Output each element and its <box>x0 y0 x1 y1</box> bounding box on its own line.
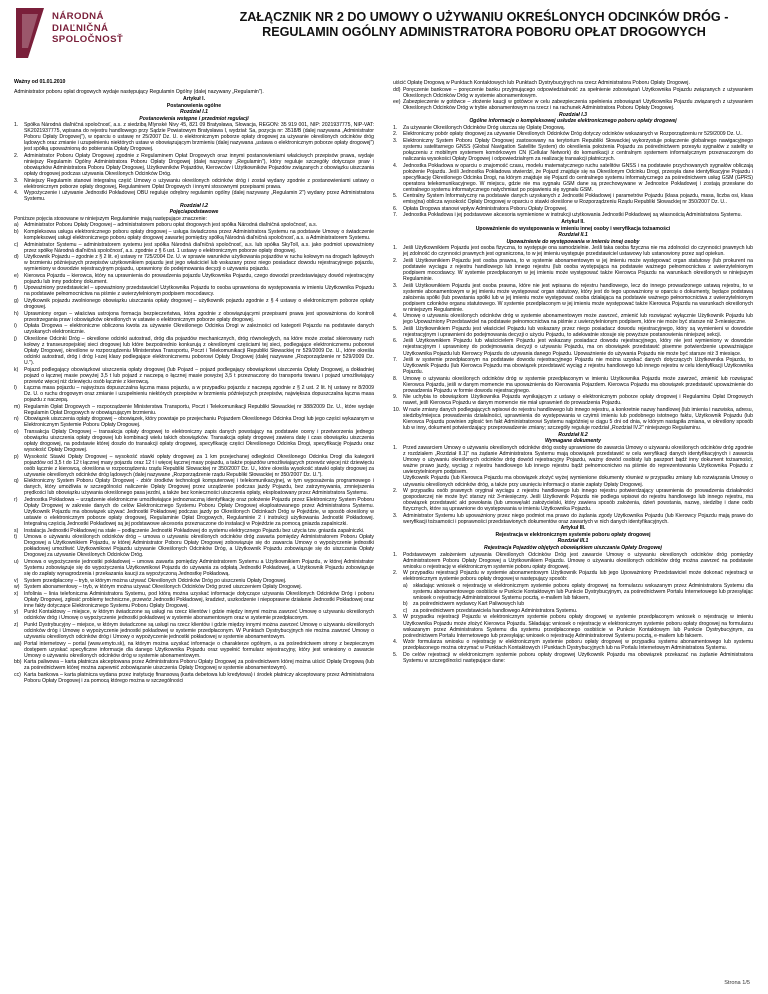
list-item-text: Opłata Drogowa stanowi wpływ Administratora Poboru Opłaty Drogowej. <box>403 205 568 212</box>
list-marker: 7. <box>393 357 398 364</box>
list-marker: d) <box>14 254 19 261</box>
logo-line: DIAĽNIČNÁ <box>52 22 109 34</box>
intro-paragraph: Administrator poboru opłat drogowych wydaje następujący Regulamin Ogólny (dalej nazywany „Regulamin"). <box>14 89 264 95</box>
list-item-text: składając wniosek o rejestrację w elektronicznym systemie poboru opłaty drogowej na formularzu wskazanym przez Administratora Systemu dla systemu abonamentowego osobiście w Punkcie Kontaktowym lub Punkcie Dystrybucyjnym, za pośrednictwem Portalu Internetowego lub przesyłając wniosek o rejestrację Administratorowi Systemu pocztą, e-mailem lub faksem, <box>413 582 753 601</box>
list-marker: 9. <box>393 394 398 401</box>
list-item <box>393 131 753 137</box>
list-marker: 1. <box>393 124 398 131</box>
list-item-text: Zabezpieczenie w gotówce – złożenie kaucji w gotówce w celu zabezpieczenia spełnienia zobowiązań Użytkownika Pojazdu związanych z używaniem Określonych Odcinków Dróg w trybie abonamentowym na rzecz i na rachunek Administratora Poboru Opłaty Drogowej. <box>403 99 753 112</box>
list-marker: c) <box>403 607 408 614</box>
list-item <box>393 445 753 475</box>
list-marker: w) <box>14 584 20 591</box>
validity-date: Ważny od 01.01.2010 <box>14 79 66 85</box>
list-item <box>14 528 374 534</box>
list-item <box>393 394 753 406</box>
list-marker: u) <box>14 558 19 565</box>
list-item-text: Elektroniczny System Poboru Opłaty Drogowej - zbiór środków technologii komputerowej i telekomunikacyjnej, w tym wyposażenia programowego i danych, który umożliwia w szczególności naliczenie Opłaty Drogowej przez urządzenie podczas jazdy Pojazdu, bez zatrzymywania, zmniejszenia prędkości lub obowiązku używania określonego pasa jezdni, a także bez konieczności uiszczenia opłaty, eksploatowany przez Administratora Systemu. <box>24 478 374 497</box>
section-heading: Rejestracja w elektronicznym systemie poboru opłaty drogowej <box>495 531 651 538</box>
list-item-text: Jeśli Użytkownikiem Pojazdu jest osoba prawna, które nie jest wpisana do rejestru handlowego, lecz do innego prowadzonego ustawą rejestru, to w systemie abonamentowym w jej imieniu może występować organ statutowy, który jest do tego upoważniony w oparciu o dokumenty, będące podstawą założenia spółki (lub powstania spółki lub w jej imieniu może występować osoba działająca na podstawie ważnego pełnomocnictwa z uwierzytelnionym podpisem członków organu statutowego. W systemie przedpłaconym w jej imieniu może występować także Kierowca Pojazdu na warunkach określonych w niniejszym Regulaminie. <box>403 282 753 313</box>
list-item-text: Podstawowym założeniem używania Określonych Odcinków Dróg jest zawarcie Umowy o używaniu określonych odcinków dróg pomiędzy Administratorem Poboru Opłaty Drogowej a Użytkownikiem Pojazdu. Umowę o używaniu określonych odcinków dróg można zawrzeć na podstawie wniosku o rejestrację w elektronicznym systemie poboru opłaty drogowej. <box>403 551 753 570</box>
list-item <box>393 376 753 394</box>
list-marker: 1. <box>393 245 398 252</box>
list-marker: 2. <box>393 570 398 577</box>
list-item <box>14 659 374 671</box>
list-item-text: Administrator Poboru Opłaty Drogowej – administratorem poboru opłat drogowych jest spółka Národná diaľničná spoločnosť, a.s. <box>24 222 318 229</box>
list-item <box>14 584 374 590</box>
list-item <box>393 338 753 356</box>
list-item-text: Portal internetowy – portal (www.emyto.sk), na którym można uzyskać informacje o charakterze ogólnym, a za pośrednictwem strony z bezpiecznym dostępem uzyskać specyficzne informacje dla danego Użytkownika Pojazdu oraz wypełnić formularz rejestracyjny, który jest wniesiony o zawarcie Umowy o używaniu określonych odcinków dróg w systemie abonamentowym. <box>24 640 374 659</box>
list-item <box>393 99 753 111</box>
list-marker: a) <box>14 222 19 229</box>
nds-logo-text <box>52 11 164 46</box>
sub-list-item <box>393 601 753 607</box>
list-item <box>393 407 753 431</box>
list-item <box>14 298 374 310</box>
list-item <box>393 245 753 257</box>
list-marker: c) <box>14 241 19 248</box>
list-item-text: Kompleksowa usługa elektronicznego poboru opłaty drogowej – usługa świadczona przez Administratora Systemu na podstawie Umowy o świadczenie kompleksowej usługi elektronicznego poboru opłaty drogowej zawartej pomiędzy spółką Národná diaľničná spoločnosť, a.s. a Administratorem Systemu. <box>24 228 374 242</box>
list-item-text: Jednostka Pokładowa – urządzenie elektroniczne umożliwiające jednoznaczną identyfikację oraz położenie Pojazdu przez Elektroniczny System Poboru Opłaty Drogowej w zakresie danych do celów Elektronicznego Systemu Poboru Opłaty Drogowej eksploatowanego przez Administratora Systemu. Użytkownik Pojazdu ma obowiązek używać Jednostki Pokładowej podczas jazdy po Określonych Odcinkach Dróg w Pojeździe, w sposób określony w ustawie o elektronicznym poborze opłaty drogowej, Regulaminie Opłat Drogowych, Regulaminie 2 i instrukcji użytkowania Jednostki Pokładowej. Integralną częścią Jednostki Pokładowej są jej podstawowe akcesoria przeznaczone do instalacji w Pojeździe za pomocą gniazda zapalniczki. <box>24 497 374 528</box>
list-item <box>14 478 374 496</box>
list-item <box>393 552 753 570</box>
list-marker: 1. <box>393 444 398 451</box>
section-heading: Rozdział I.2 <box>180 202 208 209</box>
list-marker: g) <box>14 298 19 304</box>
list-marker: a) <box>403 582 408 589</box>
list-item-text: Punkt Dystrybucyjny – miejsce, w którym świadczone są usługi na rzecz klientów i gdzie między innymi można zawrzeć Umowę o używaniu określonych odcinków dróg i Umowę o wypożyczenie jednostki pokładowej w systemie przedpłaconym. W Punktach Dystrybucyjnych nie można zawrzeć Umowy o używaniu określonych odcinków dróg i Umowy o wypożyczenie jednostki pokładowej w systemie abonamentowym. <box>24 621 374 641</box>
list-marker: 3. <box>393 614 398 621</box>
list-item-text: Administrator Systemu – administratorem systemu jest spółka Národná diaľničná spoločnosť, a.s. lub spółka SkyToll, a.s. jako podmiot upoważniony przez spółkę Národná diaľničná spoločnosť, a.s. zgodnie z § 6 ust. 1 ustawy o elektronicznym poborze opłaty drogowej. <box>24 241 374 254</box>
list-item <box>393 258 753 282</box>
list-item <box>14 559 374 577</box>
list-marker: e) <box>14 272 19 279</box>
list-item-text: Pojazd podlegający obowiązkowi uiszczenia opłaty drogowej (lub Pojazd – pojazd podlegający obowiązkowi uiszczenia Opłaty Drogowej, a dokładniej pojazd o łącznej masie powyżej 3,5 t lub pojazd z naczepą o łącznej masie powyżej 3,5 t przeznaczony do transportu towaru i pojazd umożliwiający przewóz więcej niż dziewięciu osób łącznie z kierowcą. <box>24 366 374 385</box>
section-heading: Rozdział III.1 <box>557 538 589 545</box>
nds-logo <box>14 4 164 68</box>
list-item-text: System abonamentowy – tryb, w którym można używać Określonych Odcinków Dróg przed uiszczeniem Opłaty Drogowej. <box>24 584 302 591</box>
document-title-line: REGULAMIN OGÓLNY ADMINISTRATORA POBORU OPŁAT DROGOWYCH <box>262 25 706 39</box>
list-item <box>393 614 753 638</box>
list-marker: 1. <box>393 551 398 558</box>
list-item <box>14 153 374 177</box>
list-marker: 5. <box>393 193 398 200</box>
list-marker: bb) <box>14 659 22 666</box>
right-column <box>393 80 753 664</box>
list-marker: 4. <box>14 190 19 197</box>
section-heading: Rozdział II.1 <box>558 232 588 239</box>
list-item <box>14 367 374 385</box>
list-item <box>14 404 374 416</box>
list-marker: 7. <box>393 212 398 219</box>
list-item <box>393 283 753 313</box>
list-item-text: Spółka Národná diaľničná spoločnosť, a.s. z siedzibą Mlynské Nivy 45, 821 09 Bratysława, Słowacja, REGON: 35 919 001, NIP: 2021937775, NIP-VAT: SK2021937775, wpisana do rejestru handlowego przy Sądzie Powiatowym Bratysława I, wydział: Sa, pozycja nr: 3518/B (dalej nazywana „Administrator Poboru Opłaty Drogowej"), w oparciu o ustawę nr 25/2007 Dz. U. o elektronicznym poborze opłaty drogowej za używanie określonych odcinków dróg lądowych oraz zmianie i uzupełnieniu niektórych ustaw w obowiązującym brzmieniu (dalej nazywana „ustawa o elektronicznym poborze opłaty drogowej") jest spółką upoważnioną do pobierania Opłaty Drogowej. <box>24 122 374 153</box>
list-item-text: Regulamin Opłat Drogowych – rozporządzenie Ministerstwa Transportu, Poczt i Telekomunikacji Republiki Słowackiej nr 388/2009 Dz. U., które wydaje Regulamin Opłat Drogowych w obowiązującym brzmieniu. <box>24 403 374 416</box>
list-item-text: Instalacja Jednostki Pokładowej na stałe – podłączenie Jednostki Pokładowej do systemu elektrycznego Pojazdu bez użycia tzw. gniazda zapalniczki. <box>24 527 365 534</box>
list-item <box>393 87 753 99</box>
list-item <box>393 652 753 664</box>
list-item-text: Transakcja Opłaty Drogowej – transakcja opłaty drogowej to elektroniczny zapis danych powstający na podstawie oceny i przetworzenia jednego obowiązku uiszczenia opłaty drogowej lub kombinacji wielu takich obowiązków. Transakcja opłaty drogowej zawiera datę i czas obowiązku uiszczenia opłaty drogowej, na podstawie której doszło do transakcji opłaty drogowej, specyfikację części Określonego Odcinka Drogi, specyfikację Pojazdu oraz wysokość Opłaty Drogowej. <box>24 428 374 454</box>
document-header <box>14 4 754 70</box>
list-item <box>14 311 374 323</box>
section-heading: Rejestracja Pojazdów objętych obowiązkiem uiszczania Opłaty Drogowej <box>484 544 662 551</box>
paragraph: Poniższe pojęcia stosowane w niniejszym Regulaminie mają następujące znaczenie: <box>14 215 207 222</box>
list-item-text: Jeśli Użytkownikiem Pojazdu jest osoba prawna, to w systemie abonamentowym w jej imieniu może występować organ statutowy (lub prokurent na podstawie wyciągu z rejestru handlowego lub innego rejestru (lub osoba występująca na podstawie ważnego pełnomocnictwa z uwierzytelnionym podpisem mocodawcy. W systemie przedpłaconym w jej imieniu może występować także Kierowca Pojazdu na warunkach określonych w niniejszym Regulaminie. <box>403 257 753 282</box>
list-marker: 2. <box>14 152 19 159</box>
left-column <box>14 96 374 684</box>
list-item <box>14 497 374 527</box>
list-marker: 3. <box>393 137 398 144</box>
list-marker: s) <box>14 527 19 534</box>
list-marker: 4. <box>393 313 398 320</box>
list-item <box>14 416 374 428</box>
section-heading: Artykuł III. <box>560 525 586 532</box>
list-item <box>393 326 753 338</box>
list-marker: t) <box>14 534 18 541</box>
list-item-text: W przypadku osób prawnych oryginał wyciągu z rejestru handlowego lub innego rejestru potwierdzający uprawnienia do prowadzenia działalności gospodarczej nie może być starszy niż 3-miesięczny. Jeśli Użytkownik Pojazdu nie podlega wpisowi do rejestru handlowego lub innego rejestru, ma obowiązek przedstawić akt powołania (lub umowę/akt założycielski, który zawiera sposób założenia, dzień powstania, nazwę, siedzibę i dane osób fizycznych, które są uprawnione do występowania w imieniu Użytkownika Pojazdu. <box>403 488 753 513</box>
logo-line: NÁRODNÁ <box>52 11 104 22</box>
list-item <box>14 454 374 478</box>
list-item <box>14 336 374 366</box>
list-item-text: Łączna masa pojazdu – najwyższa dopuszczalna łączna masa pojazdu, a w przypadku pojazdu z naczepą zgodnie z § 2 ust. 2 lit. h) ustawy nr 8/2009 Dz. U. o ruchu drogowym oraz zmianie i uzupełnieniu niektórych przepisów w brzmieniu późniejszych przepisów, największa dopuszczalna łączna masa pojazdu z naczepą. <box>24 385 374 404</box>
list-item-text: Do celów rejestracji w elektronicznym systemie poboru opłaty drogowej Użytkownik Pojazdu ma obowiązek przekazać na żądanie Administratora Systemu w szczególności następujące dane: <box>403 651 753 664</box>
list-item <box>14 254 374 272</box>
list-item <box>393 193 753 205</box>
list-marker: 6. <box>393 205 398 212</box>
list-item-text: W przypadku rejestracji Pojazdu w elektronicznym systemie poboru opłaty drogowej w systemie przedpłaconym wniosek o rejestrację w imieniu Użytkownika Pojazdu może złożyć Kierowca Pojazdu. Składając wniosek o rejestrację w elektronicznym systemie poboru opłaty drogowej na formularzu wskazanym przez Administratora Systemu dla systemu przedpłaconego osobiście w Punkcie Kontaktowym lub Punkcie Dystrybucyjnym, za pośrednictwem Portalu Internetowego lub przesyłając wniosek o rejestrację Administratorowi Systemu pocztą, e-mailem lub faksem. <box>403 614 753 639</box>
list-item <box>14 534 374 558</box>
list-item-text: Uprawniony organ – właściwa ustrojona formacja bezpieczeństwa, która zgodnie z obowiązującymi przepisami prawa jest upoważniona do kontroli przestrzegania praw i obowiązków określonych w ustawie o elektronicznym poborze opłaty drogowej. <box>24 310 374 323</box>
list-marker: 2. <box>393 488 398 495</box>
list-item-text: Karta bankowa – karta płatnicza wydana przez instytucję finansową (karta debetowa lub kredytowa) i środek płatniczy akceptowany przez Administratora Poboru Opłaty Drogowej i za pomocą którego można w szczególności <box>24 671 374 684</box>
list-item <box>14 323 374 335</box>
list-marker: k) <box>14 366 19 373</box>
list-marker: 1. <box>14 122 19 129</box>
list-marker: cc) <box>14 671 21 678</box>
list-item-text: Jednostka Pokładowa w oparciu o znajomość czasu, modelu matematycznego ruchu satelitów GNSS i na podstawie przychowanych sygnałów obliczają położenie Pojazdu. Jeśli Jednostka Pokładowa stwierdzi, że Pojazd znajduje się na Określonym Odcinku Drogi, przesyła dane identyfikacyjne Pojazdu i specyfikację Określonego Odcinka Drogi, na którym znajduje się Pojazd do centralnego systemu informatycznego za pośrednictwem usług GSM (GPRS) operatora telekomunikacyjnego. W miejscu, gdzie nie ma sygnału GSM dane są przechowywane w Jednostce Pokładowej i zostają przesłane do centralnego systemu informatycznego natychmiast po pojawieniu się sygnału GSM. <box>403 162 753 193</box>
document-title <box>204 10 764 40</box>
section-heading: Rozdział I.3 <box>559 111 587 118</box>
list-item <box>14 222 374 228</box>
list-marker: 8. <box>393 375 398 382</box>
list-marker: 5. <box>393 325 398 332</box>
section-heading: Artykuł II. <box>561 219 585 226</box>
list-item <box>393 488 753 512</box>
list-marker: 10. <box>393 406 401 413</box>
list-marker: m) <box>14 403 20 410</box>
list-item-text: Użytkownik Pojazdu – zgodnie z § 2 lit. e) ustawy nr 725/2004 Dz. U. w sprawie warunków użytkowania pojazdów w ruchu kołowym na drogach lądowych w brzmieniu późniejszych przepisów użytkownikiem pojazdu jest jego właściciel lub wskazany przez niego posiadacz dowodu rejestracyjnego pojazdu, wymieniony w dowodzie rejestracyjnym pojazdu, uprawniony do podejmowania decyzji o używaniu pojazdu. <box>24 254 374 273</box>
list-marker: b) <box>14 228 19 235</box>
list-item <box>14 285 374 297</box>
section-heading: Rozdział II.2 <box>558 431 588 438</box>
list-item-text: Wzór formularza wniosku o rejestrację w elektronicznym systemie poboru opłaty drogowej w przypadku systemu abonamentowego lub systemu przedpłaconego można otrzymać w Punktach Kontaktowych i Punktach Dystrybucyjnych lub na Portalu Internetowym Administratora Systemu. <box>403 639 753 652</box>
list-marker: ee) <box>393 99 401 106</box>
list-item <box>14 385 374 403</box>
list-marker: n) <box>14 416 19 423</box>
list-item <box>14 622 374 640</box>
list-marker: 3. <box>14 177 19 184</box>
list-item <box>393 163 753 193</box>
list-item-text: Administrator Poboru Opłaty Drogowej zgodnie z Regulaminem Opłat Drogowych oraz innymi postanowieniami właściwych przepisów prawa, wydaje niniejszy Regulamin Ogólny Administratora Poboru Opłaty Drogowej (dalej nazywany „Regulamin"), który reguluje szczegóły dotyczące praw i obowiązków Administratora Poboru Opłaty Drogowej, Użytkowników Pojazdów, Kierowców i Użytkowników Pojazdów związanych z obowiązku uiszczania opłaty drogowej podczas używania Określonych Odcinków Dróg. <box>24 152 374 178</box>
list-item-text: Jeśli w systemie przedpłaconym na podstawie dowodu rejestracyjnego Pojazdu nie można uzyskać danych dotyczących Użytkownika Pojazdu, to Użytkownik Pojazdu (lub Kierowca Pojazdu ma obowiązek przedstawić wyciąg z rejestru handlowego lub innego rejestru w celu identyfikacji Użytkownika Pojazdu. <box>403 357 753 376</box>
list-marker: x) <box>14 590 19 597</box>
list-item <box>393 206 753 212</box>
section-heading: Postanowienia ogólne <box>166 102 222 109</box>
list-item-text: W razie zmiany danych podlegających wpisowi do rejestru handlowego lub innego rejestru, a konkretnie nazwy handlowej (lub imienia i nazwiska, adresu, siedziby/miejsca prowadzenia działalności, uprawnienia do występowania w czyimś imieniu lub podobnego istotnego faktu, Użytkownik Pojazdu (lub Kierowca Pojazdu powinien zgłosić ten fakt Administratorowi Systemu najpóźniej w ciągu 5 dni od dnia, w którym nastąpiła zmiana, w określony sposób lub w inny, dokument potwierdzający przeprowadzenie zmiany; szczegóły reguluje rozdział „Rozdział IV.2" niniejszego Regulaminu. <box>403 406 753 432</box>
list-marker: q) <box>14 478 19 485</box>
section-heading: Artykuł I. <box>183 96 205 102</box>
list-item-text: Umowę o używaniu określonych odcinków dróg w systemie przedpłaconym w imieniu Użytkownika Pojazdu może zawrzeć, zmienić lub rozwiązać Kierowca Pojazdu, jeśli w danym momencie ma upoważnienia do Kierowania Pojazdem. Kierowca Pojazdu ma obowiązek przedstawić upoważnienie do prowadzenia Pojazdu w formie dowodu rejestracyjnego. <box>403 375 753 394</box>
list-marker: 2. <box>393 131 398 138</box>
list-marker: p) <box>14 453 19 460</box>
list-item-text: Obowiązek uiszczenia opłaty drogowej – obowiązek, który powstaje po przejechaniu Pojazdem Określonego Odcinka Drogi lub jego części wykazanym w Elektronicznym Systemie Poboru Opłaty Drogowej. <box>24 416 374 429</box>
list-item <box>393 125 753 131</box>
list-marker: i) <box>14 323 17 330</box>
list-item-text: Umowa o wypożyczenie jednostki pokładowej – umowa zawarta pomiędzy Administratorem Systemu a Użytkownikiem Pojazdu, w której Administrator Systemu zobowiązuje się do wypożyczenia Użytkownikowi Pojazdu do używania za odpłatą Jednostki Pokładowej, a Użytkownik Pojazdu zobowiązuje się do zapłaty wynagrodzenia i przekazania kaucji za wypożyczoną Jednostkę Pokładową. <box>24 558 374 578</box>
list-item-text: Nie uchybia to obowiązkom Użytkownika Pojazdu wynikającym z ustawy o elektronicznym poborze opłaty drogowej i Regulaminu Opłat Drogowych nawet, jeśli Kierowca Pojazdu w danym momencie nie miał uprawnień do prowadzenia Pojazdu. <box>403 394 753 407</box>
list-marker: h) <box>14 310 19 317</box>
list-item <box>393 212 753 218</box>
list-marker: b) <box>403 601 408 608</box>
sub-list-item <box>393 583 753 601</box>
list-marker: 6. <box>393 338 398 345</box>
list-item-text: Opłata Drogowa – elektroniczne obliczona kwota za używanie Określonego Odcinka Drogi w zależności od kategorii Pojazdu na podstawie danych uzyskanych elektronicznie. <box>24 323 374 336</box>
list-item-text: Umowę o używaniu określonych odcinków dróg w systemie abonamentowym może zawrzeć, zmienić lub rozwiązać wyłącznie Użytkownik Pojazdu lub jego Upoważniony Przedstawiciel na podstawie pełnomocnictwa na piśmie z uwierzytelnionym podpisem, które nie może być starsze niż 3-miesięczne. <box>403 313 753 326</box>
list-item <box>14 242 374 254</box>
list-item <box>14 578 374 584</box>
list-marker: j) <box>14 335 17 342</box>
list-item <box>393 357 753 375</box>
list-item-text: Za używanie Określonych Odcinków Dróg uiszcza się Opłatę Drogową. <box>403 124 565 131</box>
list-item-text: Przed zawarciem Umowy o używaniu określonych odcinków dróg osoby uprawnione do zawarcia Umowy o używaniu określonych odcinków dróg zgodnie z rozdziałem „Rozdział II.1)" na żądanie Administratora Systemu mają obowiązek przedstawić w celu weryfikacji danych identyfikacyjnych i zawarcia Umowy o używaniu określonych odcinków dróg dowód rejestracyjny Pojazdu, ważny dowód osobisty lub paszport bądź inny dokument tożsamości, ważne prawo jazdy, wyciąg z rejestru handlowego lub innego rejestru bądź pełnomocnictwo na piśmie do reprezentowania Użytkownika Pojazdu z uwierzytelnionym podpisem. <box>403 444 753 475</box>
list-item <box>14 672 374 684</box>
logo-line: SPOLOČNOSŤ <box>52 34 124 45</box>
list-item-text: Kierowca Pojazdu – kierowca, który na uprawnienia do prowadzenia pojazdu Użytkownika Pojazdu, czego dowodzi przedstawiający dowód rejestracyjny pojazdu lub inny podobny dokument. <box>24 272 374 285</box>
list-item-text: Upoważniony przedstawiciel – upoważniony przedstawiciel Użytkownika Pojazdu to osoba uprawniona do występowania w imieniu Użytkownika Pojazdu na podstawie pełnomocnictwa na piśmie z uwierzytelnionym podpisem mocodawcy. <box>24 285 374 298</box>
section-heading: Rozdział I.1 <box>180 109 208 116</box>
list-item <box>393 513 753 525</box>
list-item-text: Jeśli Użytkownikiem Pojazdu jest osoba fizyczna, to występuje ona samodzielnie. Jeśli taka osoba fizyczna nie ma zdolności do czynności prawnych lub jej zdolność do czynności prawnych jest ograniczona, to w jej imieniu występuje przedstawiciel ustawowy lub ustanowiony przez sąd opiekun. <box>403 245 753 258</box>
list-marker: 3. <box>393 512 398 519</box>
list-item-text: Wypożyczenie i używanie Jednostki Pokładowej OBU reguluje odrębny regulamin ogólny (dalej nazywany „Regulamin 2") wydany przez Administratora Systemu. <box>24 190 374 203</box>
list-item <box>393 313 753 325</box>
list-marker: 2. <box>393 257 398 264</box>
list-item-text: za pośrednictwem przedstawiciela handlowego Administratora Systemu. <box>413 607 578 614</box>
sub-list-item <box>393 608 753 614</box>
section-heading: Postanowienia wstępne i przedmiot regulacji <box>139 115 249 122</box>
list-item-text: Niniejszy Regulamin stanowi integralną część Umowy o używaniu określonych odcinków dróg i został wydany zgodnie z postanowieniami ustawy o elektronicznym poborze opłaty drogowej, Regulaminem Opłat Drogowych i innymi stosownymi przepisami prawa. <box>24 177 374 190</box>
list-item <box>14 273 374 285</box>
section-heading: Upoważnienie do występowania w imieniu innej osoby i weryfikacja tożsamości <box>475 225 671 232</box>
list-item-text: Karta paliwowa – karta płatnicza akceptowana przez Administratora Poboru Opłaty Drogowej za pośrednictwem której można uiścić Opłatę Drogową (lub za pośrednictwem której można zapewnić zobowiązanie uiszczenia Opłaty Drogowej w systemie abonamentowym). <box>24 659 374 672</box>
list-marker: 4. <box>393 162 398 169</box>
list-item-text: Jeśli Użytkownikiem Pojazdu lub właścicielem Pojazdu jest wskazany posiadacz dowodu rejestracyjnego, który nie jest wymieniony w dowodzie rejestracyjnym i uprawniony do podejmowania decyzji o używaniu Pojazdu, ma on obowiązek przedstawić pisemne potwierdzenie upoważniające Użytkownika Pojazdu lub Kierowcy Pojazdu do używania danego Pojazdu. Upoważnienie do używania Pojazdu nie może być starsze niż 3 miesiące. <box>403 338 753 357</box>
list-item <box>14 122 374 152</box>
page-number: Strona 1/5 <box>724 980 750 986</box>
list-item-text: Jeśli Użytkownikiem Pojazdu jest właściciel Pojazdu lub wskazany przez niego posiadacz dowodu rejestracyjnego, który są wymienieni w dowodzie rejestracyjnym i uprawnieni do podejmowania decyzji o użyciu Pojazdu, to adekwatnie stosuje się powyższe postanowienia niniejszej sekcji. <box>403 325 753 338</box>
document-title-line: ZAŁĄCZNIK NR 2 DO UMOWY O UŻYWANIU OKREŚLONYCH ODCINKÓW DRÓG - <box>239 10 729 24</box>
section-heading: Ogólne informacje o kompleksowej usłudze elektronicznego poboru opłaty drogowej <box>469 118 677 125</box>
list-item-text: Określone Odcinki Dróg – określone odcinki autostrad, dróg dla pojazdów mechanicznych, dróg równoległych, na które może zostać skierowany ruch kołowy z transeuropejskiej sieci drogowej lub które bezpośrednio konkurują z określonymi częściami tej sieci, podlegające elektronicznemu poborowi Opłaty Drogowej, określone w rozporządzeniu Ministerstwa Transportu, Poczt i Telekomunikacji Republiki Słowackiej nr 529/2009 Dz. U., które określa odcinki autostrad, dróg i dróg I-szej klasy podlegające elektronicznemu poborowi Opłaty Drogowej (dalej nazywane „Rozporządzenie nr 529/2009 Dz. U."). <box>24 335 374 366</box>
list-item-text: Wysokość Stawki Opłaty Drogowej – wysokość stawki opłaty drogowej za 1 km przejechanej odległości Określonego Odcinka Drogi dla kategorii pojazdów od 3,5 t do 12 t łącznej masy pojazdu oraz 12 t i więcej łącznej masy pojazdu, a także pojazdów umożliwiających przewóz więcej niż dziewięciu osób łącznie z kierowcą, określona w rozporządzeniu rządu Republiki Słowackiej nr 350/2007 Dz. U., które określa wysokość stawki opłaty drogowej za używanie określonych odcinków dróg lądowych (dalej nazywane „Rozporządzenie rządu Republiki Słowackiej nr 350/2007 Dz. U."). <box>24 453 374 478</box>
list-item-text: Elektroniczny pobór opłaty drogowej za używanie Określonych Odcinków Dróg dotyczy odcinków wskazanych w Rozporządzeniu nr 529/2009 Dz. U.. <box>403 131 743 138</box>
list-item <box>393 639 753 651</box>
list-item <box>14 178 374 190</box>
section-heading: Pojęciapodstawowe <box>169 209 219 216</box>
list-item <box>14 190 374 202</box>
list-marker: o) <box>14 428 19 435</box>
list-item-text: Jednostka Pokładowa i jej podstawowe akcesoria wymienione w instrukcji użytkowania Jednostki Pokładowej są własnością Administratora Systemu. <box>403 212 742 219</box>
list-item-text: Poręczenie bankowe – poręczenie banku przyjmującego odpowiedzialność za spełnienie zobowiązań Użytkownika Pojazdu związanych z używaniem Określonych Odcinków Dróg w systemie abonamentowym. <box>403 86 753 99</box>
list-item <box>14 591 374 609</box>
list-marker: r) <box>14 497 18 503</box>
list-item-text: System przedpłacony – tryb, w którym można używać Określonych Odcinków Dróg po uiszczeniu Opłaty Drogowej. <box>24 577 287 584</box>
list-item-text: Użytkownik pojazdu zwolnionego obowiązku uiszczania opłaty drogowej – użytkownik pojazdu zgodnie z § 4 ustawy o elektronicznym poborze opłaty drogowej. <box>24 298 374 311</box>
list-item-text: Centralny System Informatyczny na podstawie danych uzyskanych z Jednostki Pokładowej i parametrów Pojazdu (klasa pojazdu, masa, liczba osi, klasa emisyjna) oblicza wysokość Opłaty Drogowej w oparciu o stawki określone w Rozporządzeniu Rządu Republiki Słowackiej nr 350/2007 Dz. U.. <box>403 193 753 206</box>
list-item-text: Punkt Kontaktowy – miejsce, w którym świadczone są usługi na rzecz klientów i gdzie między innymi można zawrzeć Umowę o używaniu określonych odcinków dróg i Umowę o wypożyczenie jednostki pokładowej w systemie abonamentowym oraz w systemie przedpłaconym. <box>24 609 374 622</box>
list-item <box>14 429 374 453</box>
list-marker: y) <box>14 609 19 616</box>
list-marker: v) <box>14 577 19 584</box>
list-item <box>393 570 753 582</box>
list-item <box>14 641 374 659</box>
list-marker: z) <box>14 621 19 628</box>
list-marker: 3. <box>393 282 398 289</box>
list-item <box>393 138 753 162</box>
list-marker: dd) <box>393 86 401 93</box>
list-marker: 5. <box>393 651 398 658</box>
list-item-text: Administrator Systemu lub upoważniony przez niego podmiot ma prawo do żądania zgody Użytkownika Pojazdu (lub Kierowcy Pojazdu mają prawo do weryfikacji tożsamości i poprawności przedstawionych dokumentów oraz zawartych w nich danych identyfikacyjnych. <box>403 512 753 525</box>
paragraph: Użytkownik Pojazdu (lub Kierowca Pojazdu ma obowiązek złożyć wyżej wymienione dokumenty również w przypadku zmiany lub rozwiązania Umowy o używaniu określonych odcinków dróg, a także przy usunięciu informacji o stanie zapłaty Opłaty Drogowej. <box>403 475 753 488</box>
list-item <box>14 229 374 241</box>
list-item-text: Elektroniczny System Poboru Opłaty Drogowej zastosowany na terytorium Republiki Słowackiej wykorzystuje połączenie globalnego nawigacyjnego systemu satelitarnego GNSS (Global Navigation Satellite System) do określenia położenia Pojazdu za pośrednictwem przesyłu sygnałów z satelity w połączeniu z mobilnym systemem komórkowym CN (Cellular Network) do komunikacji z centralnym systemem informatycznym przeznaczonym do naliczania wysokości Opłaty Drogowej i odpowiedzialnym za realizację transakcji płatniczych. <box>403 137 753 163</box>
list-item-text: Umowa o używaniu określonych odcinków dróg – umowa o używaniu określonych odcinków dróg zawarta pomiędzy Administratorem Poboru Opłaty Drogowej a Użytkownikiem Pojazdu, w której Administrator Poboru Opłaty Drogowej zobowiązuje się do zawarcia Umowy o wypożyczenie jednostki pokładowej umożliwić Użytkownikowi Pojazdu używanie Określonych Odcinków Dróg, a Użytkownik Pojazdu zobowiązuje się do uiszczania Opłaty Drogowej za używanie Określonych Odcinków Dróg. <box>24 534 374 559</box>
list-item-text: za pośrednictwem wydawcy Kart Paliwowych lub <box>413 601 525 608</box>
list-item <box>14 609 374 621</box>
paragraph: uiścić Opłatę Drogową w Punktach Kontaktowych lub Punktach Dystrybucyjnych na rzecz Administratora Poboru Opłaty Drogowej. <box>393 80 690 86</box>
list-marker: f) <box>14 285 18 292</box>
list-item-text: W przypadku rejestracji Pojazdu w systemie abonamentowym Użytkownik Pojazdu lub jego Upoważniony Przedstawiciel może dokonać rejestracji w elektronicznym systemie poboru opłaty drogowej w następujący sposób: <box>403 570 753 583</box>
list-marker: 4. <box>393 639 398 646</box>
section-heading: Upoważnienie do występowania w imieniu innej osoby <box>506 238 640 245</box>
section-heading: Wymagane dokumenty <box>545 438 601 445</box>
list-item-text: Infolinia – linia telefoniczna Administratora Systemu, pod którą można uzyskać informacje dotyczące używania Określonych Odcinków Dróg i poboru Opłaty Drogowej, zgłosić problemy techniczne, przewóz Jednostki Pokładowej, kradzież, uszkodzenie i niepoprawne działanie Jednostki Pokładowej oraz inne fakty dotyczące Elektronicznego Systemu Poboru Opłaty Drogowej. <box>24 590 374 609</box>
list-marker: aa) <box>14 640 22 647</box>
list-marker: l) <box>14 385 17 392</box>
